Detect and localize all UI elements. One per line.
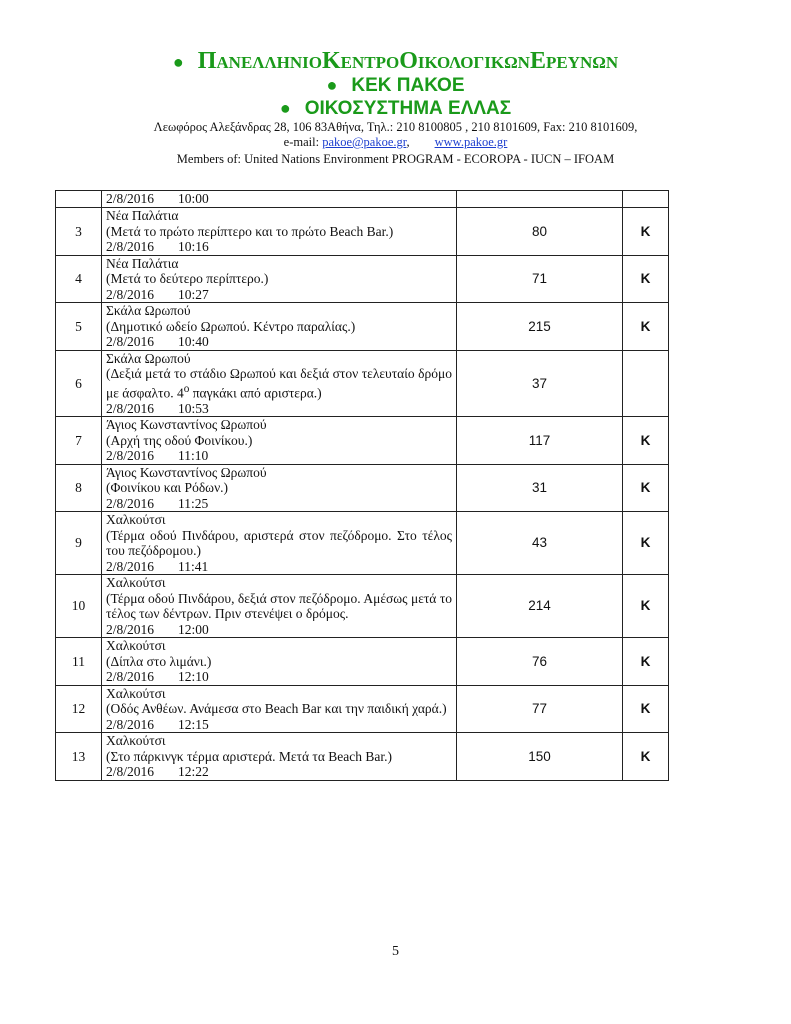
email-link[interactable]: pakoe@pakoe.gr (322, 135, 407, 149)
contact-line (0, 135, 791, 150)
value-cell: 31 (457, 464, 623, 512)
sample-date: 2/8/2016 (106, 669, 155, 684)
table-row (56, 575, 669, 638)
value-cell: 77 (457, 685, 623, 733)
sample-time: 11:10 (178, 448, 209, 463)
sample-number-cell (56, 191, 102, 208)
sample-date: 2/8/2016 (106, 286, 155, 302)
location-description: (Οδός Ανθέων. Ανάμεσα στο Beach Bar και την παιδική χαρά.) (106, 701, 447, 716)
location-description: (Δίπλα στο λιμάνι.) (106, 653, 212, 669)
organization-name (0, 50, 791, 74)
class-cell: Κ (623, 685, 669, 733)
sample-number-cell: 7 (56, 417, 102, 465)
table-row (56, 303, 669, 351)
location-name: Χαλκούτσι (106, 685, 166, 701)
value-cell: 71 (457, 255, 623, 303)
class-cell: Κ (623, 638, 669, 686)
value-cell: 214 (457, 575, 623, 638)
location-cell (102, 303, 457, 351)
sample-time: 10:27 (178, 286, 209, 302)
sample-date: 2/8/2016 (106, 716, 155, 732)
location-description: (Αρχή της οδού Φοινίκου.) (106, 432, 253, 448)
value-cell: 37 (457, 350, 623, 417)
sample-datetime (106, 622, 452, 638)
sample-time: 12:22 (178, 764, 209, 779)
org-word-1: ΠΑΝΕΛΛΗΝΙΟ (197, 48, 322, 74)
sample-number-cell: 3 (56, 208, 102, 256)
sample-datetime (106, 559, 452, 575)
table-row (56, 191, 669, 208)
sample-number-cell: 10 (56, 575, 102, 638)
class-cell: Κ (623, 208, 669, 256)
sample-date: 2/8/2016 (106, 558, 155, 574)
location-description: (Δεξιά μετά το στάδιο Ωρωπού και δεξιά στον τελευταίο δρόμο με άσφαλτο. $4^o$ παγκάκι από αριστερα.) (106, 366, 452, 400)
sample-number-cell: 4 (56, 255, 102, 303)
value-cell: 150 (457, 733, 623, 781)
location-name: Άγιος Κωνσταντίνος Ωρωπού (106, 464, 267, 480)
location-cell (102, 350, 457, 417)
contact-separator: , (406, 135, 410, 149)
sample-time: 10:40 (178, 334, 209, 349)
org-word-4: ΕΡΕΥΝΩΝ (529, 48, 619, 74)
location-description: (Στο πάρκινγκ τέρμα αριστερά. Μετά τα Beach Bar.) (106, 748, 392, 764)
bullet-icon: ● (279, 98, 291, 118)
class-cell (623, 191, 669, 208)
location-name: Νέα Παλάτια (106, 255, 179, 271)
members-line: Members of: United Nations Environment PROGRAM - ECOROPA - IUCN – IFOAM (176, 152, 615, 166)
sample-datetime (106, 496, 452, 512)
letterhead (0, 50, 791, 167)
bullet-icon: ● (326, 75, 338, 95)
sample-time: 12:10 (178, 669, 209, 684)
email-label: e-mail: (283, 135, 320, 149)
sample-datetime (106, 401, 452, 417)
sample-number-cell: 12 (56, 685, 102, 733)
class-cell: Κ (623, 575, 669, 638)
table-row (56, 350, 669, 417)
sample-date: 2/8/2016 (106, 621, 155, 637)
sample-date: 2/8/2016 (106, 764, 155, 779)
location-cell (102, 255, 457, 303)
sample-date: 2/8/2016 (106, 448, 155, 463)
page-number: 5 (392, 944, 399, 959)
sample-time: 10:16 (178, 239, 209, 254)
location-cell: 2/8/2016 10:00 (102, 191, 457, 208)
location-name: Σκάλα Ωρωπού (106, 303, 191, 318)
sample-number-cell: 9 (56, 512, 102, 575)
class-cell: Κ (623, 255, 669, 303)
location-cell (102, 464, 457, 512)
org-word-2: ΚΕΝΤΡΟ (322, 48, 400, 74)
sample-datetime (106, 287, 452, 303)
class-cell: Κ (623, 733, 669, 781)
measurements-table (55, 190, 669, 781)
value-cell: 43 (457, 512, 623, 575)
sample-date: 2/8/2016 (106, 239, 155, 254)
sample-time: 12:15 (178, 716, 209, 732)
location-description: (Μετά το δεύτερο περίπτερο.) (106, 271, 269, 286)
class-cell: Κ (623, 464, 669, 512)
sample-date: 2/8/2016 (106, 334, 155, 349)
location-name: Χαλκούτσι (106, 733, 166, 748)
org-word-3: ΟΙΚΟΛΟΓΙΚΩΝ (399, 48, 530, 74)
sample-time: 12:00 (178, 621, 209, 637)
location-cell (102, 512, 457, 575)
location-description: (Τέρμα οδού Πινδάρου, δεξιά στον πεζόδρομο. Αμέσως μετά το τέλος των δέντρων. Πριν στενέψει ο δρόμος. (106, 590, 452, 621)
bullet-icon: ● (172, 52, 184, 72)
location-description: (Φοινίκου και Ρόδων.) (106, 480, 229, 495)
sample-date: 2/8/2016 (106, 400, 155, 416)
address-line: Λεωφόρος Αλεξάνδρας 28, 106 83Αθήνα, Τηλ.: 210 8100805 , 210 8101609, Fax: 210 8101609, (153, 120, 638, 134)
sample-datetime (106, 448, 452, 464)
location-name: Νέα Παλάτια (106, 208, 179, 223)
sample-datetime (106, 669, 452, 685)
sample-datetime (106, 764, 452, 780)
value-cell: 215 (457, 303, 623, 351)
value-cell (457, 191, 623, 208)
sample-number-cell: 6 (56, 350, 102, 417)
location-cell (102, 685, 457, 733)
class-cell (623, 350, 669, 417)
website-link[interactable]: www.pakoe.gr (434, 135, 508, 149)
class-cell: Κ (623, 303, 669, 351)
table-row (56, 685, 669, 733)
table-row (56, 208, 669, 256)
location-cell (102, 733, 457, 781)
sample-date: 2/8/2016 (106, 495, 155, 511)
location-cell (102, 575, 457, 638)
table-row (56, 255, 669, 303)
organization-program: ● ΟΙΚΟΣΥΣΤΗΜΑ ΕΛΛΑΣ (279, 98, 512, 119)
sample-time: 10:53 (178, 400, 209, 416)
class-cell: Κ (623, 512, 669, 575)
sample-time: 11:41 (178, 558, 209, 574)
sample-number-cell: 5 (56, 303, 102, 351)
sample-time: 11:25 (178, 495, 209, 511)
table-row (56, 512, 669, 575)
sample-datetime (106, 239, 452, 255)
table-row (56, 464, 669, 512)
table-row (56, 638, 669, 686)
location-name: Χαλκούτσι (106, 512, 166, 527)
value-cell: 76 (457, 638, 623, 686)
location-cell (102, 417, 457, 465)
sample-datetime (106, 334, 452, 350)
value-cell: 117 (457, 417, 623, 465)
sample-number-cell: 8 (56, 464, 102, 512)
location-name: Χαλκούτσι (106, 638, 166, 653)
location-cell (102, 638, 457, 686)
sample-datetime (106, 717, 452, 733)
table-row (56, 733, 669, 781)
location-description: (Δημοτικό ωδείο Ωρωπού. Κέντρο παραλίας.) (106, 318, 356, 334)
sample-number-cell: 13 (56, 733, 102, 781)
location-name: Άγιος Κωνσταντίνος Ωρωπού (106, 417, 267, 432)
class-cell: Κ (623, 417, 669, 465)
sample-number-cell: 11 (56, 638, 102, 686)
location-description: (Τέρμα οδού Πινδάρου, αριστερά στον πεζόδρομο. Στο τέλος του πεζόδρομου.) (106, 527, 452, 558)
location-description: (Μετά το πρώτο περίπτερο και το πρώτο Beach Bar.) (106, 223, 394, 239)
table-row (56, 417, 669, 465)
location-name: Σκάλα Ωρωπού (106, 350, 191, 366)
location-cell (102, 208, 457, 256)
value-cell: 80 (457, 208, 623, 256)
organization-subtitle: ● ΚΕΚ ΠΑΚΟΕ (326, 75, 465, 96)
location-name: Χαλκούτσι (106, 575, 166, 590)
